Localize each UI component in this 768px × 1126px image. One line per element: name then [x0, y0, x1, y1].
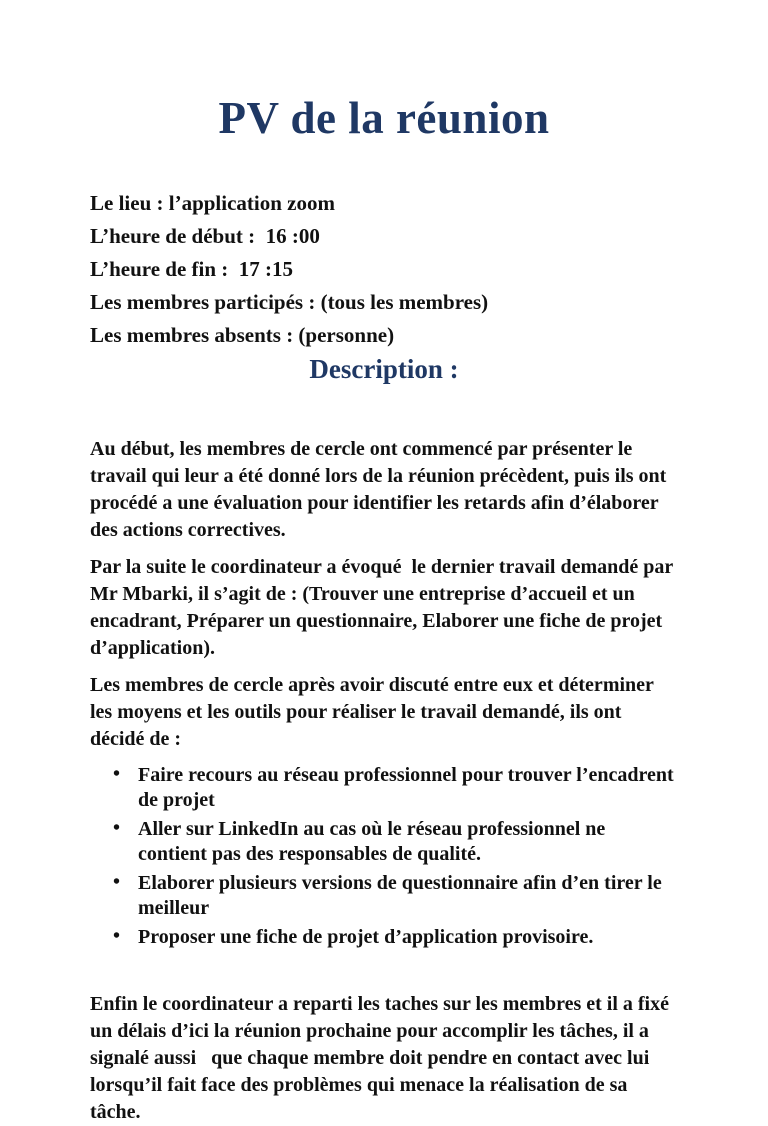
list-item-text: Aller sur LinkedIn au cas où le réseau professionnel ne contient pas des responsables de qualité.: [138, 818, 606, 866]
decision-list: [90, 763, 678, 950]
list-item: [90, 925, 678, 950]
meta-line-participes: Les membres participés : (tous les membres): [90, 290, 489, 315]
list-item-text: Elaborer plusieurs versions de questionnaire afin d’en tirer le meilleur: [138, 872, 662, 920]
bullet-icon: •: [113, 763, 121, 786]
list-item: [90, 817, 678, 867]
meeting-info: [90, 187, 678, 352]
bullet-icon: •: [113, 871, 121, 894]
meta-line-heure-debut: L’heure de début : 16 :00: [90, 224, 320, 249]
list-item: [90, 871, 678, 921]
list-item-text: Proposer une fiche de projet d’application provisoire.: [138, 926, 594, 949]
body-paragraph-coordinateur: Par la suite le coordinateur a évoqué le dernier travail demandé par Mr Mbarki, il s’agit de : (Trouver une entreprise d’accueil et un encadrant, Préparer un questionnaire, Elaborer une fiche de projet d’application).: [90, 556, 678, 660]
section-heading-description: Description :: [309, 354, 459, 385]
meta-line-absents: Les membres absents : (personne): [90, 323, 395, 348]
bullet-icon: •: [113, 817, 121, 840]
list-item: [90, 763, 678, 813]
bullet-icon: •: [113, 925, 121, 948]
meta-line-heure-fin: L’heure de fin : 17 :15: [90, 257, 294, 282]
body-paragraph-intro: Au début, les membres de cercle ont commencé par présenter le travail qui leur a été donné lors de la réunion précèdent, puis ils ont procédé a une évaluation pour identifier les retards afin d’élaborer des actions correctives.: [90, 438, 672, 542]
closing-paragraph: Enfin le coordinateur a reparti les taches sur les membres et il a fixé un délais d’ici la réunion prochaine pour accomplir les tâches, il a signalé aussi que chaque membre doit pendre en contact avec lui lorsqu’il fait face des problèmes qui menace la réalisation de sa tâche.: [90, 993, 674, 1124]
document-title: PV de la réunion: [218, 93, 550, 143]
list-item-text: Faire recours au réseau professionnel pour trouver l’encadrent de projet: [138, 764, 674, 812]
body-paragraph-decision-lead: Les membres de cercle après avoir discuté entre eux et déterminer les moyens et les outils pour réaliser le travail demandé, ils ont décidé de :: [90, 674, 659, 751]
meta-line-lieu: Le lieu : l’application zoom: [90, 191, 335, 216]
